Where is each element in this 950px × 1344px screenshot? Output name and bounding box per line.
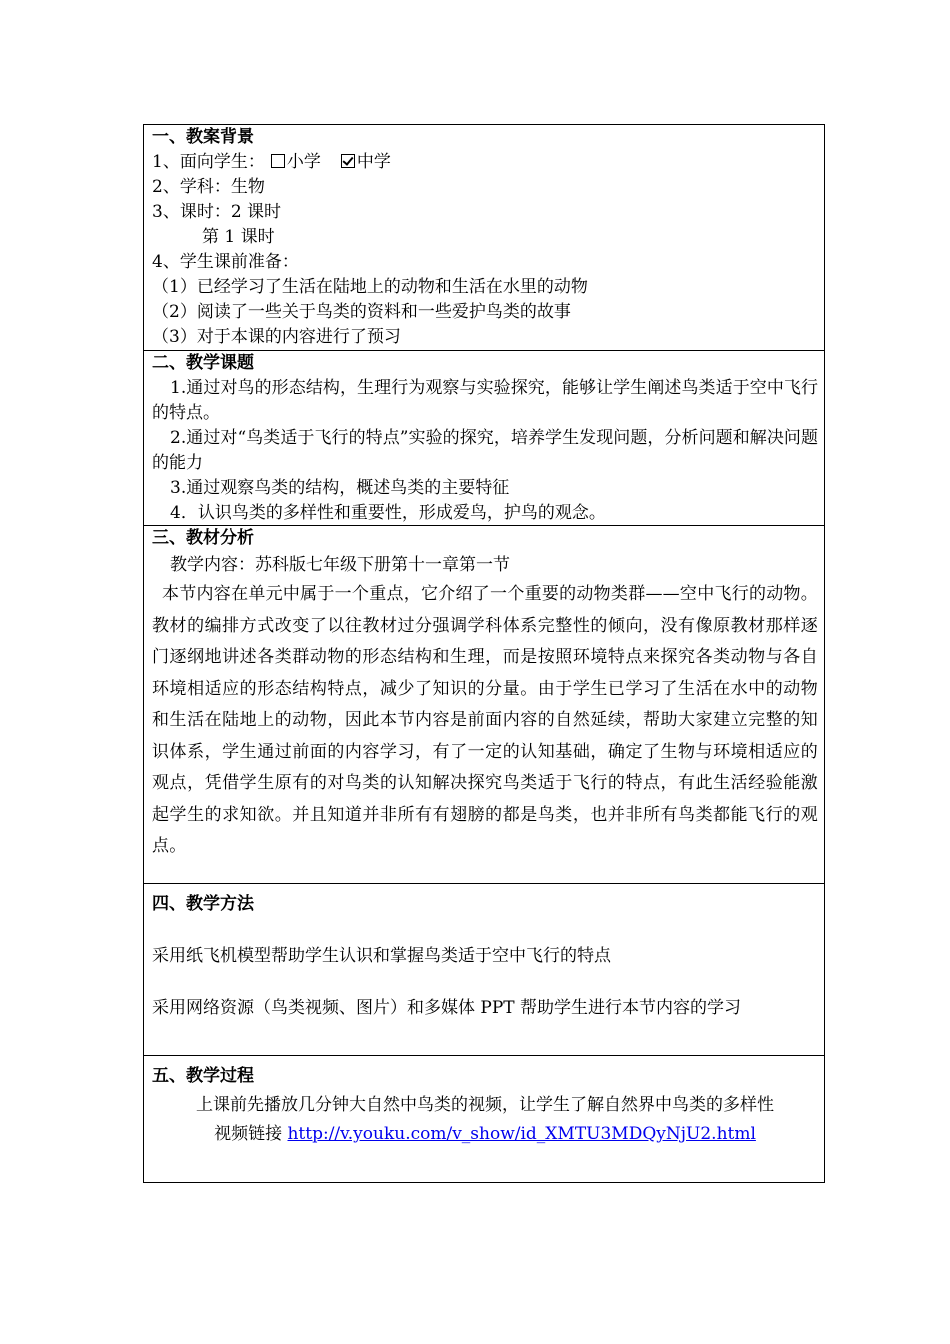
lesson-plan-table [143, 124, 825, 1183]
middle-checkbox[interactable] [341, 154, 355, 168]
middle-label: 中学 [356, 152, 391, 172]
section-heading: 四、教学方法 [152, 894, 254, 914]
method-item: 采用网络资源（鸟类视频、图片）和多媒体 PPT 帮助学生进行本节内容的学习 [152, 998, 742, 1018]
prep-label: 4、学生课前准备： [152, 252, 299, 272]
section-heading: 一、教案背景 [152, 127, 254, 147]
audience-row [152, 150, 818, 175]
lesson-line: 第 1 课时 [202, 227, 275, 247]
section-heading: 二、教学课题 [152, 353, 254, 373]
section-topics [144, 350, 824, 525]
section-heading: 五、教学过程 [152, 1066, 254, 1086]
method-item: 采用纸飞机模型帮助学生认识和掌握鸟类适于空中飞行的特点 [152, 946, 611, 966]
section-background [144, 125, 824, 350]
analysis-paragraph: 本节内容在单元中属于一个重点，它介绍了一个重要的动物类群——空中飞行的动物。教材的编排方式改变了以往教材过分强调学科体系完整性的倾向，没有像原教材那样逐门逐纲地讲述各类群动物的形态结构和生理，而是按照环境特点来探究各类动物与各自环境相适应的形态结构特点，减少了知识的分量。由于学生已学习了生活在水中的动物和生活在陆地上的动物，因此本节内容是前面内容的自然延续，帮助大家建立完整的知识体系，学生通过前面的内容学习，有了一定的认知基础，确定了生物与环境相适应的观点，凭借学生原有的对鸟类的认知解决探究鸟类适于飞行的特点，有此生活经验能激起学生的求知欲。并且知道并非所有有翅膀的都是鸟类，也并非所有鸟类都能飞行的观点。 [152, 584, 818, 856]
prep-item: （3）对于本课的内容进行了预习 [152, 327, 401, 347]
goal-item: 1.通过对鸟的形态结构，生理行为观察与实验探究，能够让学生阐述鸟类适于空中飞行的特点。 [152, 378, 818, 423]
video-link[interactable]: http://v.youku.com/v_show/id_XMTU3MDQyNjU2.html [287, 1124, 756, 1144]
video-link-label: 视频链接 [214, 1124, 283, 1144]
primary-label: 小学 [286, 152, 321, 172]
goal-item: 2.通过对“鸟类适于飞行的特点”实验的探究，培养学生发现问题，分析问题和解决问题的能力 [152, 428, 818, 473]
goal-item: 3.通过观察鸟类的结构，概述鸟类的主要特征 [170, 478, 510, 498]
goal-item: 4．认识鸟类的多样性和重要性，形成爱鸟，护鸟的观念。 [170, 503, 606, 523]
section-heading: 三、教材分析 [152, 528, 254, 548]
section-process [144, 1055, 824, 1182]
subject-line: 2、学科：生物 [152, 177, 265, 197]
primary-checkbox[interactable] [271, 154, 285, 168]
prep-item: （1）已经学习了生活在陆地上的动物和生活在水里的动物 [152, 277, 588, 297]
section-material-analysis [144, 525, 824, 883]
prep-item: （2）阅读了一些关于鸟类的资料和一些爱护鸟类的故事 [152, 302, 571, 322]
process-intro: 上课前先播放几分钟大自然中鸟类的视频，让学生了解自然界中鸟类的多样性 [196, 1095, 774, 1115]
video-link-row [152, 1122, 818, 1147]
audience-label: 1、面向学生： [152, 152, 265, 172]
section-methods [144, 883, 824, 1055]
content-line: 教学内容：苏科版七年级下册第十一章第一节 [170, 555, 510, 575]
hours-line: 3、课时：2 课时 [152, 202, 282, 222]
